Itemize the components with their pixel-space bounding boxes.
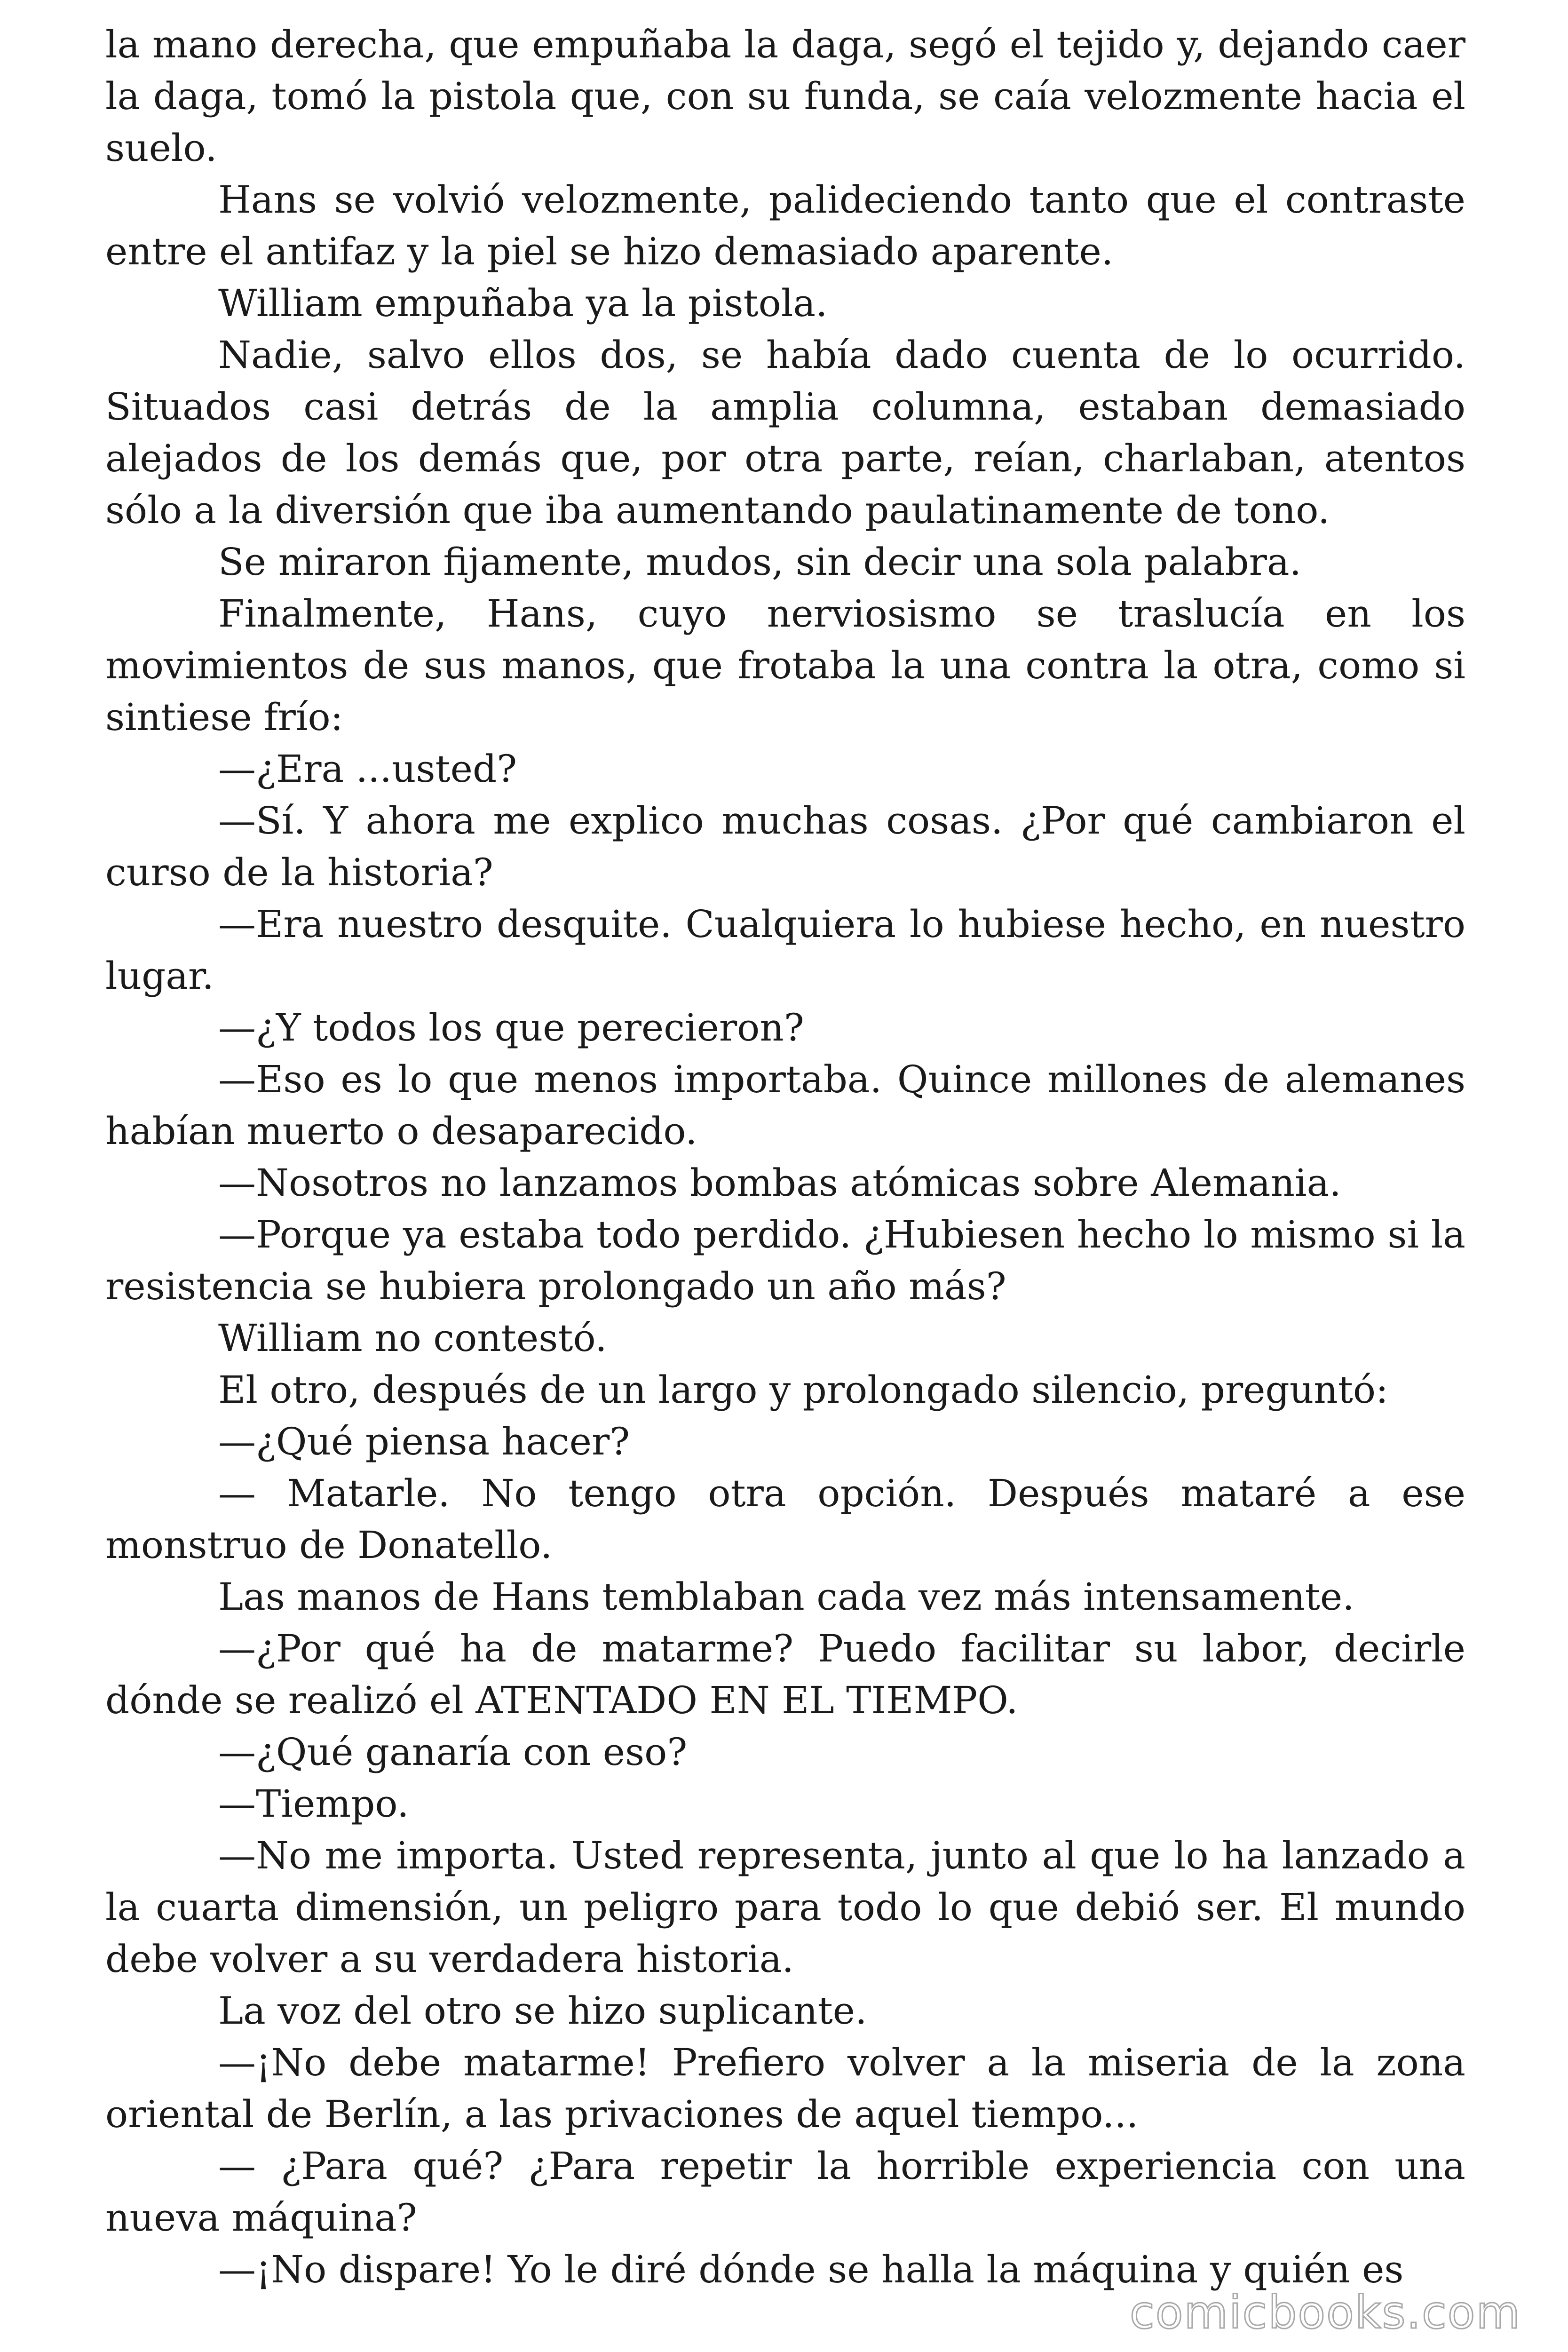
dialogue-line: —Eso es lo que menos importaba. Quince millones de alemanes habían muerto o desaparecido. bbox=[105, 1057, 1465, 1153]
dialogue-line: —Porque ya estaba todo perdido. ¿Hubiesen hecho lo mismo si la resistencia se hubiera prolongado un año más? bbox=[105, 1213, 1465, 1308]
dialogue-line: —Era nuestro desquite. Cualquiera lo hubiese hecho, en nuestro lugar. bbox=[105, 902, 1465, 998]
paragraph: El otro, después de un largo y prolongado silencio, preguntó: bbox=[218, 1368, 1389, 1412]
watermark: comicbooks.com bbox=[1129, 2286, 1521, 2339]
paragraph: La voz del otro se hizo suplicante. bbox=[218, 1989, 867, 2033]
paragraph: Nadie, salvo ellos dos, se había dado cuenta de lo ocurrido. Situados casi detrás de la amplia columna, estaban demasiado alejados de los demás que, por otra parte, reían, charlaban, atentos sólo a la diversión que iba aumentando paulatinamente de tono. bbox=[105, 333, 1465, 532]
dialogue-line: —Sí. Y ahora me explico muchas cosas. ¿Por qué cambiaron el curso de la historia? bbox=[105, 799, 1465, 894]
dialogue-line: —¿Qué piensa hacer? bbox=[218, 1420, 630, 1463]
dialogue-line: —¿Por qué ha de matarme? Puedo facilitar su labor, decirle dónde se realizó el ATENTADO EN EL TIEMPO. bbox=[105, 1627, 1465, 1722]
dialogue-line: —¿Era ...usted? bbox=[218, 747, 517, 791]
dialogue-line: —Nosotros no lanzamos bombas atómicas sobre Alemania. bbox=[218, 1161, 1341, 1205]
book-page-text bbox=[105, 19, 1465, 2296]
paragraph: Finalmente, Hans, cuyo nerviosismo se traslucía en los movimientos de sus manos, que frotaba la una contra la otra, como si sintiese frío: bbox=[105, 592, 1465, 739]
dialogue-line: —Tiempo. bbox=[218, 1782, 409, 1826]
paragraph: William empuñaba ya la pistola. bbox=[218, 281, 828, 325]
dialogue-line: —No me importa. Usted representa, junto al que lo ha lanzado a la cuarta dimensión, un peligro para todo lo que debió ser. El mundo debe volver a su verdadera historia. bbox=[105, 1834, 1465, 1981]
dialogue-line: — Matarle. No tengo otra opción. Después mataré a ese monstruo de Donatello. bbox=[105, 1471, 1465, 1567]
paragraph: la mano derecha, que empuñaba la daga, segó el tejido y, dejando caer la daga, tomó la pistola que, con su funda, se caía velozmente hacia el suelo. bbox=[105, 23, 1465, 170]
paragraph: William no contestó. bbox=[218, 1316, 607, 1360]
dialogue-line: — ¿Para qué? ¿Para repetir la horrible experiencia con una nueva máquina? bbox=[105, 2144, 1465, 2240]
paragraph: Hans se volvió velozmente, palideciendo tanto que el contraste entre el antifaz y la piel se hizo demasiado aparente. bbox=[105, 178, 1465, 273]
dialogue-line: —¡No debe matarme! Prefiero volver a la miseria de la zona oriental de Berlín, a las privaciones de aquel tiempo... bbox=[105, 2041, 1465, 2136]
dialogue-line: —¡No dispare! Yo le diré dónde se halla la máquina y quién es bbox=[218, 2248, 1404, 2291]
dialogue-line: —¿Qué ganaría con eso? bbox=[218, 1730, 688, 1774]
paragraph: Se miraron fijamente, mudos, sin decir una sola palabra. bbox=[218, 540, 1302, 584]
paragraph: Las manos de Hans temblaban cada vez más intensamente. bbox=[218, 1575, 1354, 1619]
dialogue-line: —¿Y todos los que perecieron? bbox=[218, 1006, 804, 1049]
